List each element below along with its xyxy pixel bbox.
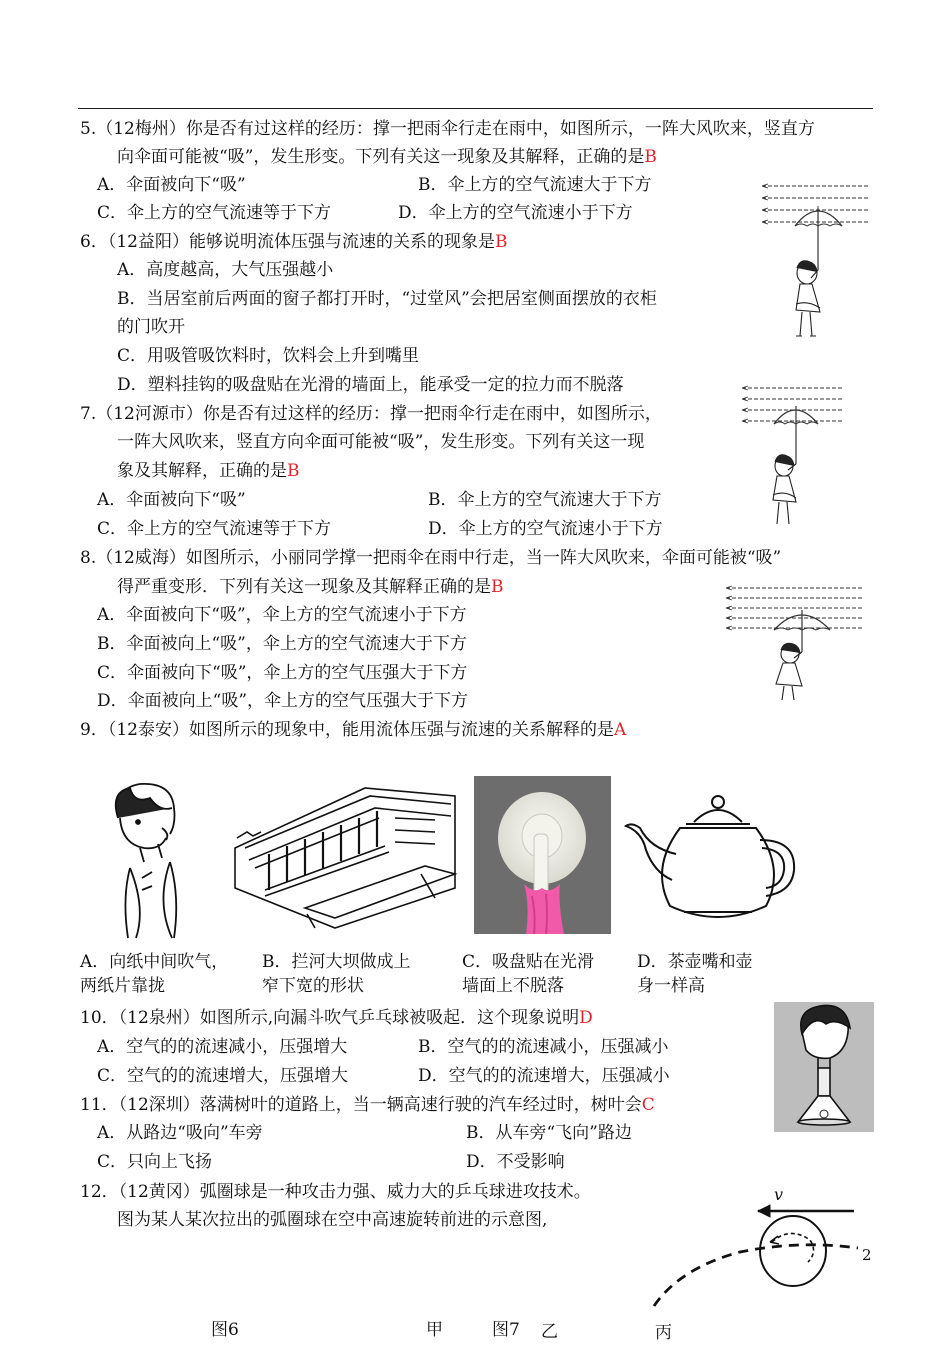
suction-cup-photo <box>474 776 611 934</box>
q7-stem-line1: 7.（12河源市）你是否有过这样的经历：撑一把雨伞行走在雨中，如图所示， <box>80 404 662 424</box>
q7-option-a: A．伞面被向下“吸” <box>97 490 246 510</box>
q6-option-d: D．塑料挂钩的吸盘贴在光滑的墙面上，能承受一定的拉力而不脱落 <box>117 375 624 395</box>
q8-answer: B <box>491 577 504 597</box>
q9-caption-b-line2: 窄下宽的形状 <box>262 976 364 996</box>
teapot-figure <box>620 788 800 928</box>
fig6-label: 图6 <box>211 1320 239 1340</box>
q11-option-b: B．从车旁“飞向”路边 <box>466 1123 632 1143</box>
q5-answer: B <box>644 147 657 167</box>
q5-option-d: D．伞上方的空气流速小于下方 <box>398 203 633 223</box>
header-rule <box>78 108 873 109</box>
q9-caption-a-line1: A．向纸中间吹气， <box>80 952 229 972</box>
umbrella-girl-figure-q7 <box>740 380 850 530</box>
q5-option-b: B．伞上方的空气流速大于下方 <box>418 175 652 195</box>
umbrella-girl-figure-q8 <box>724 582 869 702</box>
q10-option-b: B．空气的的流速减小，压强减小 <box>418 1037 669 1057</box>
figure-number-label: 2 <box>862 1246 872 1264</box>
q9-caption-c-line2: 墙面上不脱落 <box>462 976 564 996</box>
q10-answer: D <box>579 1008 593 1028</box>
q7-stem-line2: 一阵大风吹来，竖直方向伞面可能被“吸”，发生形变。下列有关这一现 <box>117 432 645 452</box>
q6-option-b-line1: B．当居室前后两面的窗子都打开时，“过堂风”会把居室侧面摆放的衣柜 <box>117 289 657 309</box>
q9-caption-c-line1: C．吸盘贴在光滑 <box>462 952 595 972</box>
q11-stem: 11．（12深圳）落满树叶的道路上，当一辆高速行驶的汽车经过时，树叶会C <box>80 1095 655 1115</box>
q7-answer: B <box>287 461 300 481</box>
q10-stem: 10．（12泉州）如图所示,向漏斗吹气乒乓球被吸起．这个现象说明D <box>80 1008 593 1028</box>
q12-stem-line2: 图为某人某次拉出的弧圈球在空中高速旋转前进的示意图, <box>117 1210 548 1230</box>
q7-option-c: C．伞上方的空气流速等于下方 <box>97 519 332 539</box>
fig7-label: 图7 <box>492 1320 520 1340</box>
q9-stem: 9．（12泰安）如图所示的现象中，能用流体压强与流速的关系解释的是A <box>80 720 627 740</box>
q7-option-b: B．伞上方的空气流速大于下方 <box>428 490 662 510</box>
q5-option-c: C．伞上方的空气流速等于下方 <box>97 203 332 223</box>
funnel-pingpong-figure <box>774 1002 874 1132</box>
q5-stem-line1: 5.（12梅州）你是否有过这样的经历：撑一把雨伞行走在雨中，如图所示，一阵大风吹来，竖直方 <box>80 119 815 139</box>
q9-caption-a-line2: 两纸片靠拢 <box>80 976 165 996</box>
q8-option-a: A．伞面被向下“吸”，伞上方的空气流速小于下方 <box>97 605 467 625</box>
q7-option-d: D．伞上方的空气流速小于下方 <box>428 519 663 539</box>
umbrella-girl-figure-q5 <box>760 178 875 343</box>
q5-option-a: A．伞面被向下“吸” <box>97 175 246 195</box>
q10-option-a: A．空气的的流速减小，压强增大 <box>97 1037 348 1057</box>
q8-stem-line1: 8.（12威海）如图所示，小丽同学撑一把雨伞在雨中行走，当一阵大风吹来，伞面可能被“吸” <box>80 548 782 568</box>
q9-answer: A <box>613 720 627 740</box>
q8-option-d: D．伞面被向上“吸”，伞上方的空气压强大于下方 <box>97 691 469 711</box>
bing-label: 丙 <box>655 1323 672 1343</box>
q8-stem-line2: 得严重变形．下列有关这一现象及其解释正确的是B <box>117 577 504 597</box>
q11-option-c: C．只向上飞扬 <box>97 1152 213 1172</box>
q6-stem: 6．（12益阳）能够说明流体压强与流速的关系的现象是B <box>80 232 508 252</box>
q10-option-c: C．空气的的流速增大，压强增大 <box>97 1066 349 1086</box>
velocity-label: v <box>774 1185 784 1204</box>
q6-option-b-line2: 的门吹开 <box>117 317 185 337</box>
topspin-ball-figure <box>640 1178 880 1318</box>
q11-option-a: A．从路边“吸向”车旁 <box>97 1123 263 1143</box>
q5-stem-line2: 向伞面可能被“吸”，发生形变。下列有关这一现象及其解释，正确的是B <box>117 147 657 167</box>
q6-answer: B <box>494 232 508 252</box>
q11-option-d: D．不受影响 <box>466 1152 565 1172</box>
q12-stem-line1: 12．（12黄冈）弧圈球是一种攻击力强、威力大的乒乓球进攻技术。 <box>80 1182 591 1202</box>
q11-answer: C <box>641 1095 655 1115</box>
q8-option-b: B．伞面被向上“吸”，伞上方的空气流速大于下方 <box>97 634 467 654</box>
q9-caption-d-line1: D．茶壶嘴和壶 <box>637 952 753 972</box>
blowing-paper-figure <box>100 778 210 943</box>
jia-label: 甲 <box>426 1320 443 1340</box>
yi-label: 乙 <box>541 1322 558 1342</box>
q6-option-a: A．高度越高，大气压强越小 <box>117 260 334 280</box>
q8-option-c: C．伞面被向下“吸”，伞上方的空气压强大于下方 <box>97 663 468 683</box>
q9-caption-b-line1: B．拦河大坝做成上 <box>262 952 411 972</box>
q6-option-c: C．用吸管吸饮料时，饮料会上升到嘴里 <box>117 346 420 366</box>
dam-figure <box>225 778 460 933</box>
q7-stem-line3: 象及其解释，正确的是B <box>117 461 300 481</box>
q10-option-d: D．空气的的流速增大，压强减小 <box>418 1066 670 1086</box>
q9-caption-d-line2: 身一样高 <box>637 976 705 996</box>
